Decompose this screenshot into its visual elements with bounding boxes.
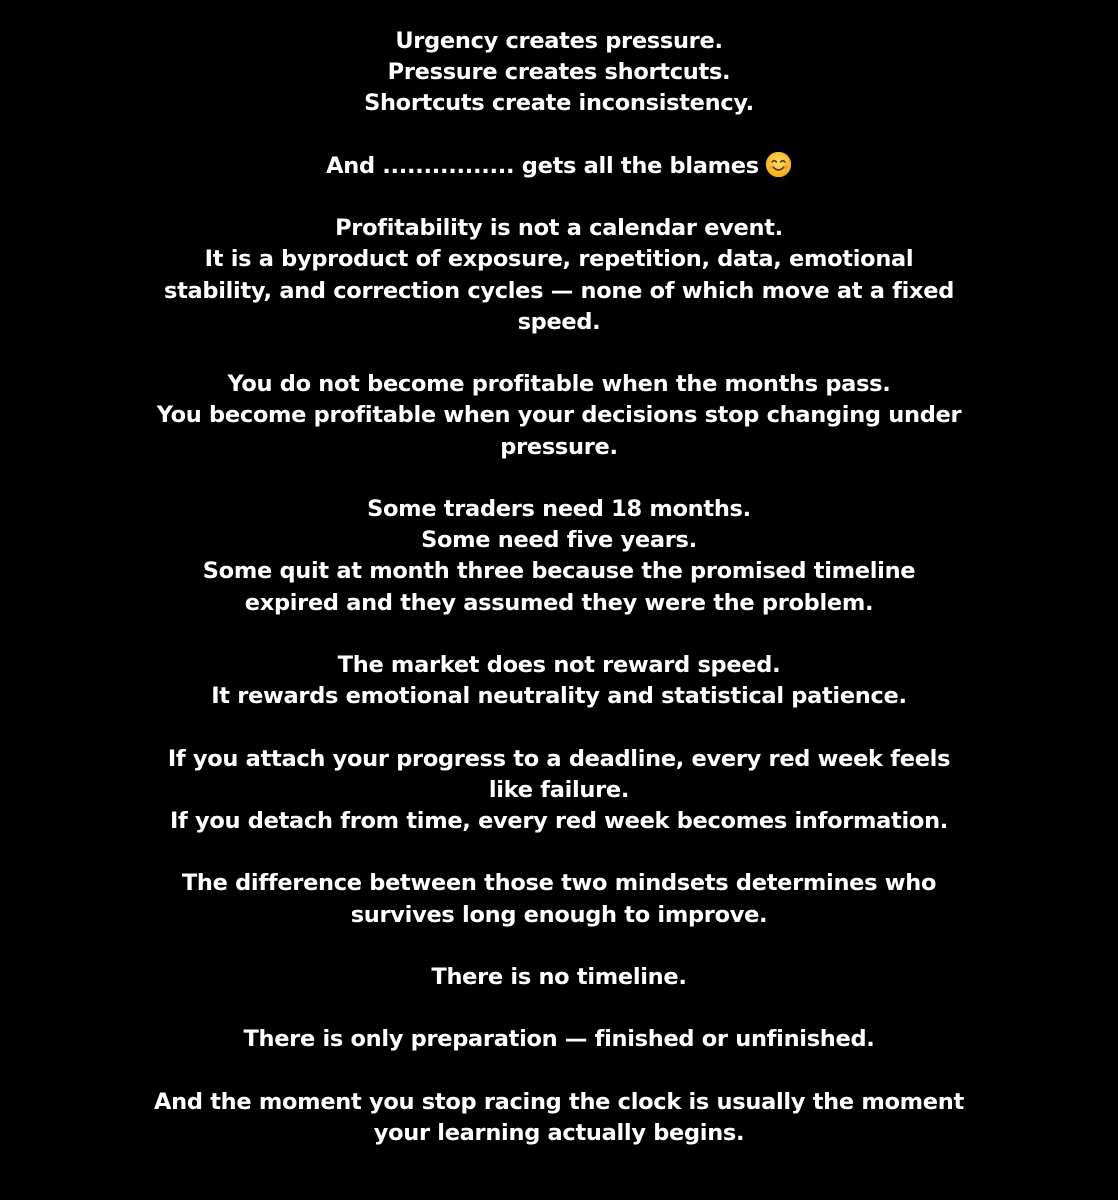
text-line: There is only preparation — finished or unfinished. (243, 1026, 875, 1053)
text-line: Shortcuts create inconsistency. (364, 90, 754, 117)
text-line: Pressure creates shortcuts. (387, 59, 731, 86)
paragraph-market (150, 650, 968, 712)
text-line: your learning actually begins. (373, 1119, 745, 1146)
text-line: Profitability is not a calendar event. (335, 215, 783, 242)
paragraph-preparation (150, 1024, 968, 1055)
text-line-with-emoji (150, 151, 968, 182)
paragraph-profitability (150, 213, 968, 338)
post-text (150, 26, 968, 1149)
text-line: If you detach from time, every red week becomes information. (169, 807, 949, 834)
text-line: It rewards emotional neutrality and statistical patience. (211, 683, 907, 710)
text-line: If you attach your progress to a deadline, every red week feels (167, 745, 951, 772)
text-line: expired and they assumed they were the problem. (244, 589, 874, 616)
text-line: The difference between those two mindsets determines who (181, 870, 937, 897)
text-line: And the moment you stop racing the clock is usually the moment (154, 1088, 964, 1115)
smiling-face-emoji-icon (765, 151, 792, 178)
text-line: Some traders need 18 months. (367, 495, 751, 522)
text-line: You do not become profitable when the months pass. (227, 371, 891, 398)
text-line: And ................ gets all the blames (326, 152, 759, 179)
text-line: pressure. (500, 433, 618, 460)
text-line: There is no timeline. (431, 963, 687, 990)
text-line: stability, and correction cycles — none of which move at a fixed (163, 277, 954, 304)
text-line: Some quit at month three because the promised timeline (202, 558, 916, 585)
paragraph-deadline (150, 744, 968, 838)
paragraph-clock (150, 1087, 968, 1149)
text-line: You become profitable when your decisions stop changing under (156, 402, 962, 429)
paragraph-months (150, 369, 968, 463)
text-line: Urgency creates pressure. (395, 28, 723, 54)
paragraph-blames (150, 151, 968, 182)
paragraph-traders (150, 494, 968, 619)
text-line: speed. (517, 308, 601, 335)
text-line: Some need five years. (421, 527, 697, 554)
text-line: It is a byproduct of exposure, repetition, data, emotional (204, 246, 914, 273)
paragraph-no-timeline (150, 962, 968, 993)
paragraph-urgency (150, 26, 968, 120)
text-line: survives long enough to improve. (350, 901, 768, 928)
paragraph-mindsets (150, 868, 968, 930)
text-line: like failure. (488, 776, 630, 803)
text-line: The market does not reward speed. (337, 651, 781, 678)
